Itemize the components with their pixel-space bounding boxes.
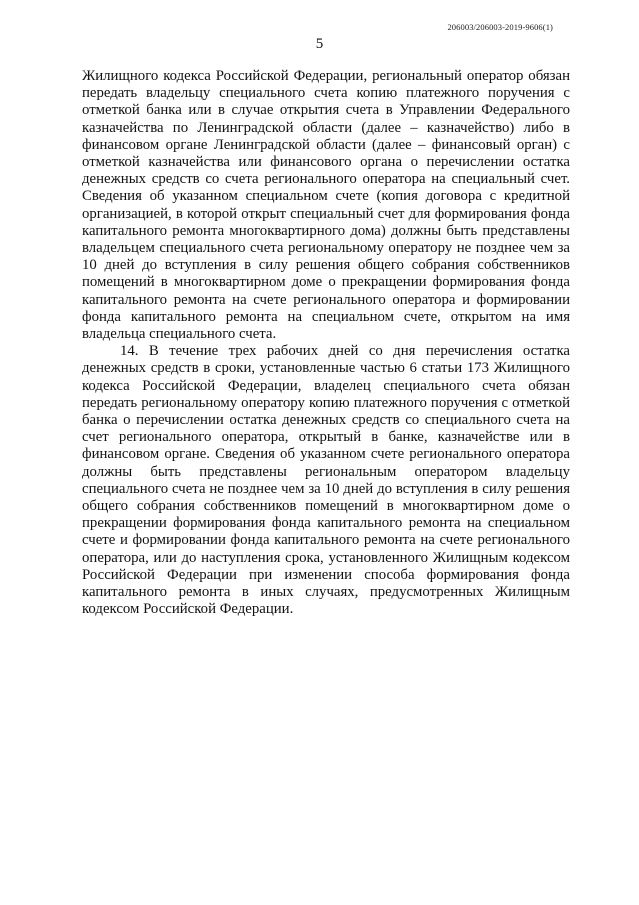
page-number: 5 bbox=[315, 36, 324, 52]
paragraph-item-14: 14. В течение трех рабочих дней со дня перечисления остатка денежных средств в сроки, установленные частью 6 статьи 173 Жилищного кодекса Российской Федерации, владелец специального счета обязан передать региональному оператору копию платежного поручения с отметкой банка о перечислении остатка денежных средств со специального счета на счет регионального оператора, открытый в банке, казначействе или в финансовом органе. Сведения об указанном счете регионального оператора должны быть представлены региональным оператором владельцу специального счета не позднее чем за 10 дней до вступления в силу решения общего собрания собственников помещений в многоквартирном доме о прекращении формирования фонда капитального ремонта на специальном счете и формировании фонда капитального ремонта на счете регионального оператора, или до наступления срока, установленного Жилищным кодексом Российской Федерации при изменении способа формирования фонда капитального ремонта в иных случаях, предусмотренных Жилищным кодексом Российской Федерации. bbox=[82, 343, 570, 618]
paragraph-continuation: Жилищного кодекса Российской Федерации, региональный оператор обязан передать владельцу специального счета копию платежного поручения с отметкой банка или в случае открытия счета в Управлении Федерального казначейства по Ленинградской области (далее – казначейство) либо в финансовом органе Ленинградской области (далее – финансовый орган) с отметкой казначейства или финансового органа о перечислении остатка денежных средств со счета регионального оператора на специальный счет. Сведения об указанном специальном счете (копия договора с кредитной организацией, в которой открыт специальный счет для формирования фонда капитального ремонта многоквартирного дома) должны быть представлены владельцем специального счета региональному оператору не позднее чем за 10 дней до вступления в силу решения общего собрания собственников помещений в многоквартирном доме о прекращении формирования фонда капитального ремонта на счете регионального оператора и формировании фонда капитального ремонта на специальном счете, открытом на имя владельца специального счета. bbox=[82, 68, 570, 343]
document-code: 206003/206003-2019-9606(1) bbox=[447, 22, 553, 32]
document-body bbox=[82, 68, 570, 619]
